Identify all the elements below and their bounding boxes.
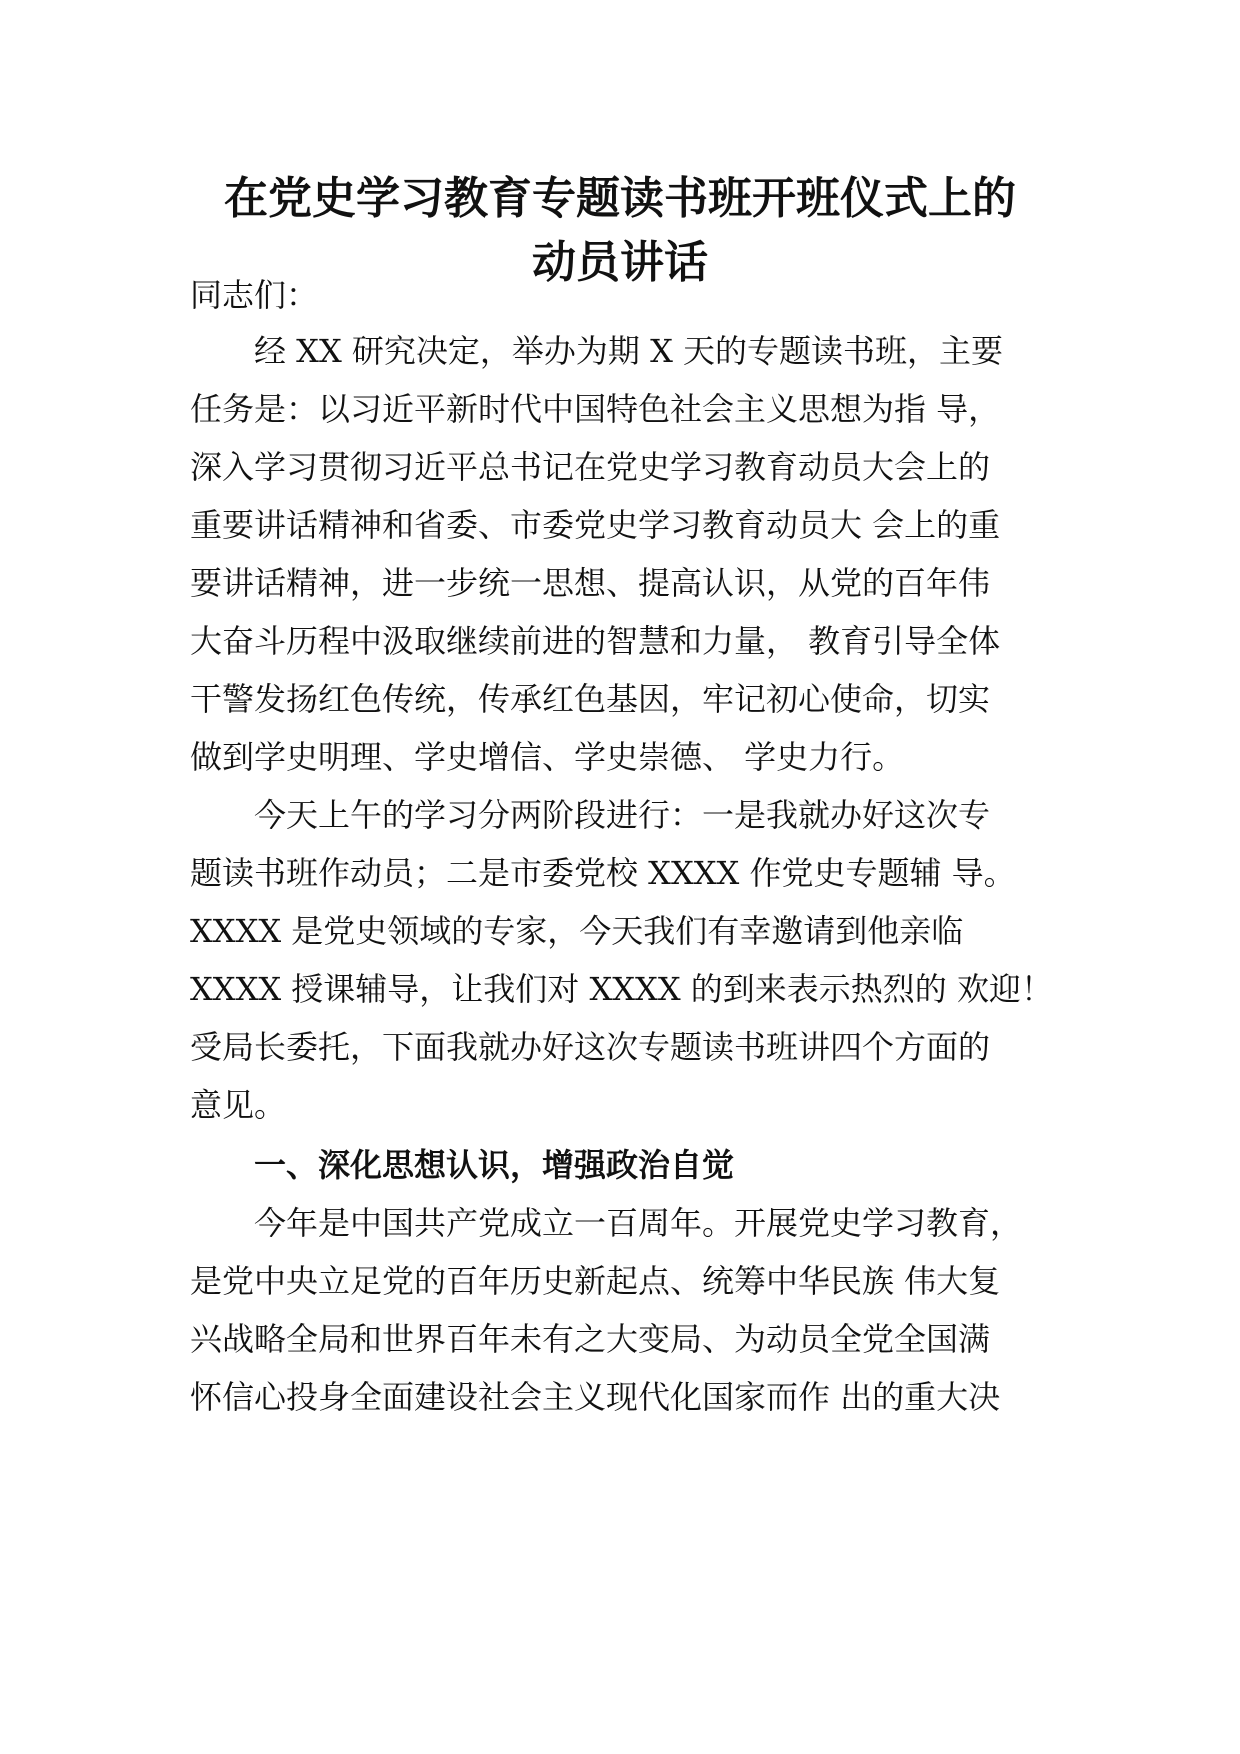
body-line: XXXX 授课辅导，让我们对 XXXX 的到来表示热烈的 欢迎！ (190, 970, 1053, 1008)
body-line: 深入学习贯彻习近平总书记在党史学习教育动员大会上的 (190, 448, 991, 486)
body-line: 大奋斗历程中汲取继续前进的智慧和力量， 教育引导全体 (190, 622, 1001, 660)
document-title-line-1: 在党史学习教育专题读书班开班仪式上的 (224, 173, 1016, 224)
document-title-line-2: 动员讲话 (532, 237, 708, 288)
body-line: 题读书班作动员；二是市委党校 XXXX 作党史专题辅 导。 (190, 854, 1016, 892)
body-line: 受局长委托，下面我就办好这次专题读书班讲四个方面的 (190, 1028, 991, 1066)
salutation: 同志们： (190, 276, 319, 314)
body-line: 经 XX 研究决定，举办为期 X 天的专题读书班，主要 (254, 332, 1004, 370)
body-line: 重要讲话精神和省委、市委党史学习教育动员大 会上的重 (190, 506, 1001, 544)
section-heading: 一、深化思想认识，增强政治自觉 (254, 1146, 735, 1184)
body-line: 做到学史明理、学史增信、学史崇德、 学史力行。 (190, 738, 905, 776)
body-line: 干警发扬红色传统，传承红色基因，牢记初心使命，切实 (190, 680, 991, 718)
body-line: 兴战略全局和世界百年未有之大变局、为动员全党全国满 (190, 1320, 991, 1358)
body-line: 今年是中国共产党成立一百周年。开展党史学习教育， (254, 1204, 1023, 1242)
body-line: 是党中央立足党的百年历史新起点、统筹中华民族 伟大复 (190, 1262, 1001, 1300)
body-line: 意见。 (190, 1086, 287, 1124)
body-line: XXXX 是党史领域的专家，今天我们有幸邀请到他亲临 (190, 912, 964, 950)
body-line: 任务是：以习近平新时代中国特色社会主义思想为指 导， (190, 390, 1001, 428)
body-line: 要讲话精神，进一步统一思想、提高认识，从党的百年伟 (190, 564, 991, 602)
body-line: 今天上午的学习分两阶段进行：一是我就办好这次专 (254, 796, 991, 834)
body-line: 怀信心投身全面建设社会主义现代化国家而作 出的重大决 (190, 1378, 1001, 1416)
